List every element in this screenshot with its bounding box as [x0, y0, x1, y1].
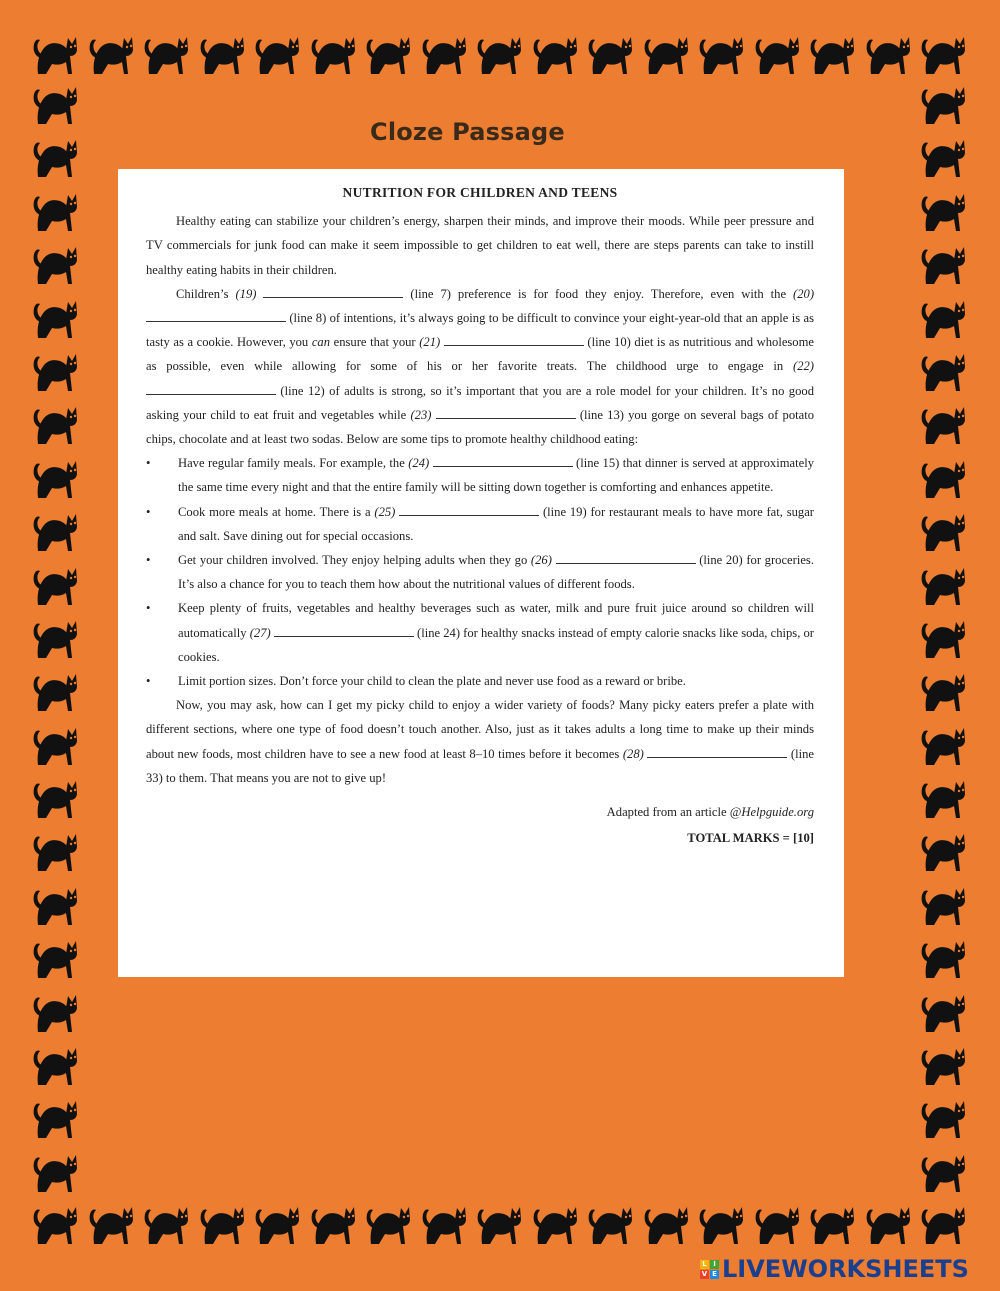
black-cat-icon — [585, 28, 637, 78]
tip-portion-sizes: • Limit portion sizes. Don’t force your child to clean the plate and never use food as a reward or bribe. — [146, 669, 814, 693]
black-cat-icon — [585, 1198, 637, 1248]
answer-blank-27[interactable] — [274, 622, 414, 637]
liveworksheets-logo[interactable] — [700, 1255, 969, 1283]
blank-label-20: (20) — [793, 286, 815, 301]
blank-label-27: (27) — [249, 625, 271, 640]
black-cat-icon — [918, 1039, 970, 1089]
blank-label-23: (23) — [410, 407, 432, 422]
black-cat-icon — [30, 1092, 82, 1142]
page-heading: Cloze Passage — [370, 118, 565, 146]
black-cat-icon — [252, 1198, 304, 1248]
blank-label-19: (19) — [235, 286, 257, 301]
blank-label-24: (24) — [408, 456, 430, 471]
black-cat-icon — [30, 452, 82, 502]
paragraph-main: Children’s (19) (line 7) preference is for food they enjoy. Therefore, even with the (20) (line 8) of intentions, it’s always going to be difficult to convince your eight-year-old that an apple is as tasty as a cookie. However, you can ensure that your (21) (line 10) diet is as nutritious and wholesome as possible, even while allowing for some of his or her favorite treats. The childhood urge to engage in (22) (line 12) of adults is strong, so it’s important that you are a role model for your children. It’s no good asking your child to eat fruit and vegetables while (23) (line 13) you gorge on several bags of potato chips, chocolate and at least two sodas. Below are some tips to promote healthy childhood eating: — [146, 282, 814, 451]
black-cat-icon — [30, 1198, 82, 1248]
answer-blank-21[interactable] — [444, 331, 584, 346]
black-cat-icon — [141, 1198, 193, 1248]
black-cat-icon — [30, 1146, 82, 1196]
black-cat-icon — [30, 292, 82, 342]
black-cat-icon — [30, 719, 82, 769]
black-cat-icon — [30, 1039, 82, 1089]
black-cat-icon — [252, 28, 304, 78]
black-cat-icon — [30, 505, 82, 555]
answer-blank-26[interactable] — [556, 549, 696, 564]
tip-involve-children: • Get your children involved. They enjoy helping adults when they go (26) (line 20) for groceries. It’s also a chance for you to teach them how about the nutritional values of different foods. — [146, 548, 814, 596]
black-cat-icon — [918, 131, 970, 181]
answer-blank-19[interactable] — [263, 283, 403, 298]
black-cat-icon — [918, 1198, 970, 1248]
black-cat-icon — [918, 28, 970, 78]
black-cat-icon — [530, 1198, 582, 1248]
black-cat-icon — [30, 28, 82, 78]
tip-healthy-snacks: • Keep plenty of fruits, vegetables and healthy beverages such as water, milk and pure fruit juice around so children will automatically (27) (line 24) for healthy snacks instead of empty calorie snacks like soda, chips, or cookies. — [146, 596, 814, 669]
logo-badge-icon: L I V E — [700, 1260, 719, 1279]
tips-list — [146, 451, 814, 693]
black-cat-icon — [918, 612, 970, 662]
black-cat-icon — [918, 78, 970, 128]
black-cat-icon — [918, 932, 970, 982]
document-title: NUTRITION FOR CHILDREN AND TEENS — [342, 185, 618, 200]
black-cat-icon — [30, 398, 82, 448]
blank-label-26: (26) — [530, 553, 552, 568]
source-credit: Adapted from an article @Helpguide.org — [606, 805, 814, 820]
black-cat-icon — [30, 665, 82, 715]
black-cat-icon — [30, 185, 82, 235]
black-cat-icon — [363, 28, 415, 78]
black-cat-icon — [30, 879, 82, 929]
black-cat-icon — [918, 238, 970, 288]
paragraph-intro: Healthy eating can stabilize your children’s energy, sharpen their minds, and improve their moods. While peer pressure and TV commercials for junk food can make it seem impossible to get children to eat well, there are steps parents can take to instill healthy eating habits in their children. — [146, 214, 814, 277]
black-cat-icon — [918, 986, 970, 1036]
black-cat-icon — [30, 612, 82, 662]
answer-blank-23[interactable] — [436, 404, 576, 419]
black-cat-icon — [30, 559, 82, 609]
black-cat-icon — [419, 1198, 471, 1248]
total-marks: TOTAL MARKS = [10] — [687, 831, 814, 846]
black-cat-icon — [918, 719, 970, 769]
black-cat-icon — [696, 28, 748, 78]
black-cat-icon — [918, 1092, 970, 1142]
tip-cook-at-home: • Cook more meals at home. There is a (25) (line 19) for restaurant meals to have more fat, sugar and salt. Save dining out for special occasions. — [146, 500, 814, 548]
black-cat-icon — [308, 1198, 360, 1248]
black-cat-icon — [752, 1198, 804, 1248]
blank-label-25: (25) — [374, 504, 396, 519]
black-cat-icon — [752, 28, 804, 78]
cat-border-right — [918, 78, 970, 1196]
cat-border-top — [30, 28, 970, 78]
black-cat-icon — [918, 345, 970, 395]
black-cat-icon — [918, 772, 970, 822]
black-cat-icon — [807, 1198, 859, 1248]
tip-family-meals: • Have regular family meals. For example, the (24) (line 15) that dinner is served at approximately the same time every night and that the entire family will be sitting down together is comforting and enhances appetite. — [146, 451, 814, 499]
black-cat-icon — [918, 825, 970, 875]
black-cat-icon — [863, 28, 915, 78]
black-cat-icon — [30, 131, 82, 181]
black-cat-icon — [696, 1198, 748, 1248]
black-cat-icon — [30, 772, 82, 822]
black-cat-icon — [197, 1198, 249, 1248]
answer-blank-24[interactable] — [433, 452, 573, 467]
answer-blank-28[interactable] — [647, 743, 787, 758]
answer-blank-25[interactable] — [399, 501, 539, 516]
black-cat-icon — [419, 28, 471, 78]
black-cat-icon — [141, 28, 193, 78]
black-cat-icon — [197, 28, 249, 78]
black-cat-icon — [918, 665, 970, 715]
black-cat-icon — [30, 238, 82, 288]
cat-border-left — [30, 78, 82, 1196]
black-cat-icon — [30, 825, 82, 875]
paragraph-picky-eaters: Now, you may ask, how can I get my picky child to enjoy a wider variety of foods? Many picky eaters prefer a plate with different sections, where one type of food doesn’t touch another. Also, just as it takes adults a long time to make up their minds about new foods, most children have to see a new food at least 8–10 times before it becomes (28) (line 33) to them. That means you are not to give up! — [146, 698, 814, 785]
black-cat-icon — [918, 879, 970, 929]
black-cat-icon — [918, 505, 970, 555]
black-cat-icon — [474, 28, 526, 78]
black-cat-icon — [474, 1198, 526, 1248]
black-cat-icon — [30, 78, 82, 128]
worksheet-document — [118, 169, 844, 977]
black-cat-icon — [918, 292, 970, 342]
black-cat-icon — [86, 1198, 138, 1248]
blank-label-22: (22) — [793, 359, 814, 374]
black-cat-icon — [918, 185, 970, 235]
blank-label-28: (28) — [622, 746, 644, 761]
black-cat-icon — [30, 986, 82, 1036]
logo-text: LIVEWORKSHEETS — [722, 1255, 969, 1283]
black-cat-icon — [363, 1198, 415, 1248]
black-cat-icon — [918, 559, 970, 609]
cat-border-bottom — [30, 1198, 970, 1248]
black-cat-icon — [641, 28, 693, 78]
black-cat-icon — [30, 932, 82, 982]
answer-blank-20[interactable] — [146, 307, 286, 322]
black-cat-icon — [863, 1198, 915, 1248]
black-cat-icon — [86, 28, 138, 78]
black-cat-icon — [918, 398, 970, 448]
blank-label-21: (21) — [419, 335, 441, 350]
black-cat-icon — [530, 28, 582, 78]
answer-blank-22[interactable] — [146, 380, 276, 395]
black-cat-icon — [30, 345, 82, 395]
black-cat-icon — [641, 1198, 693, 1248]
black-cat-icon — [308, 28, 360, 78]
black-cat-icon — [918, 452, 970, 502]
black-cat-icon — [918, 1146, 970, 1196]
black-cat-icon — [807, 28, 859, 78]
